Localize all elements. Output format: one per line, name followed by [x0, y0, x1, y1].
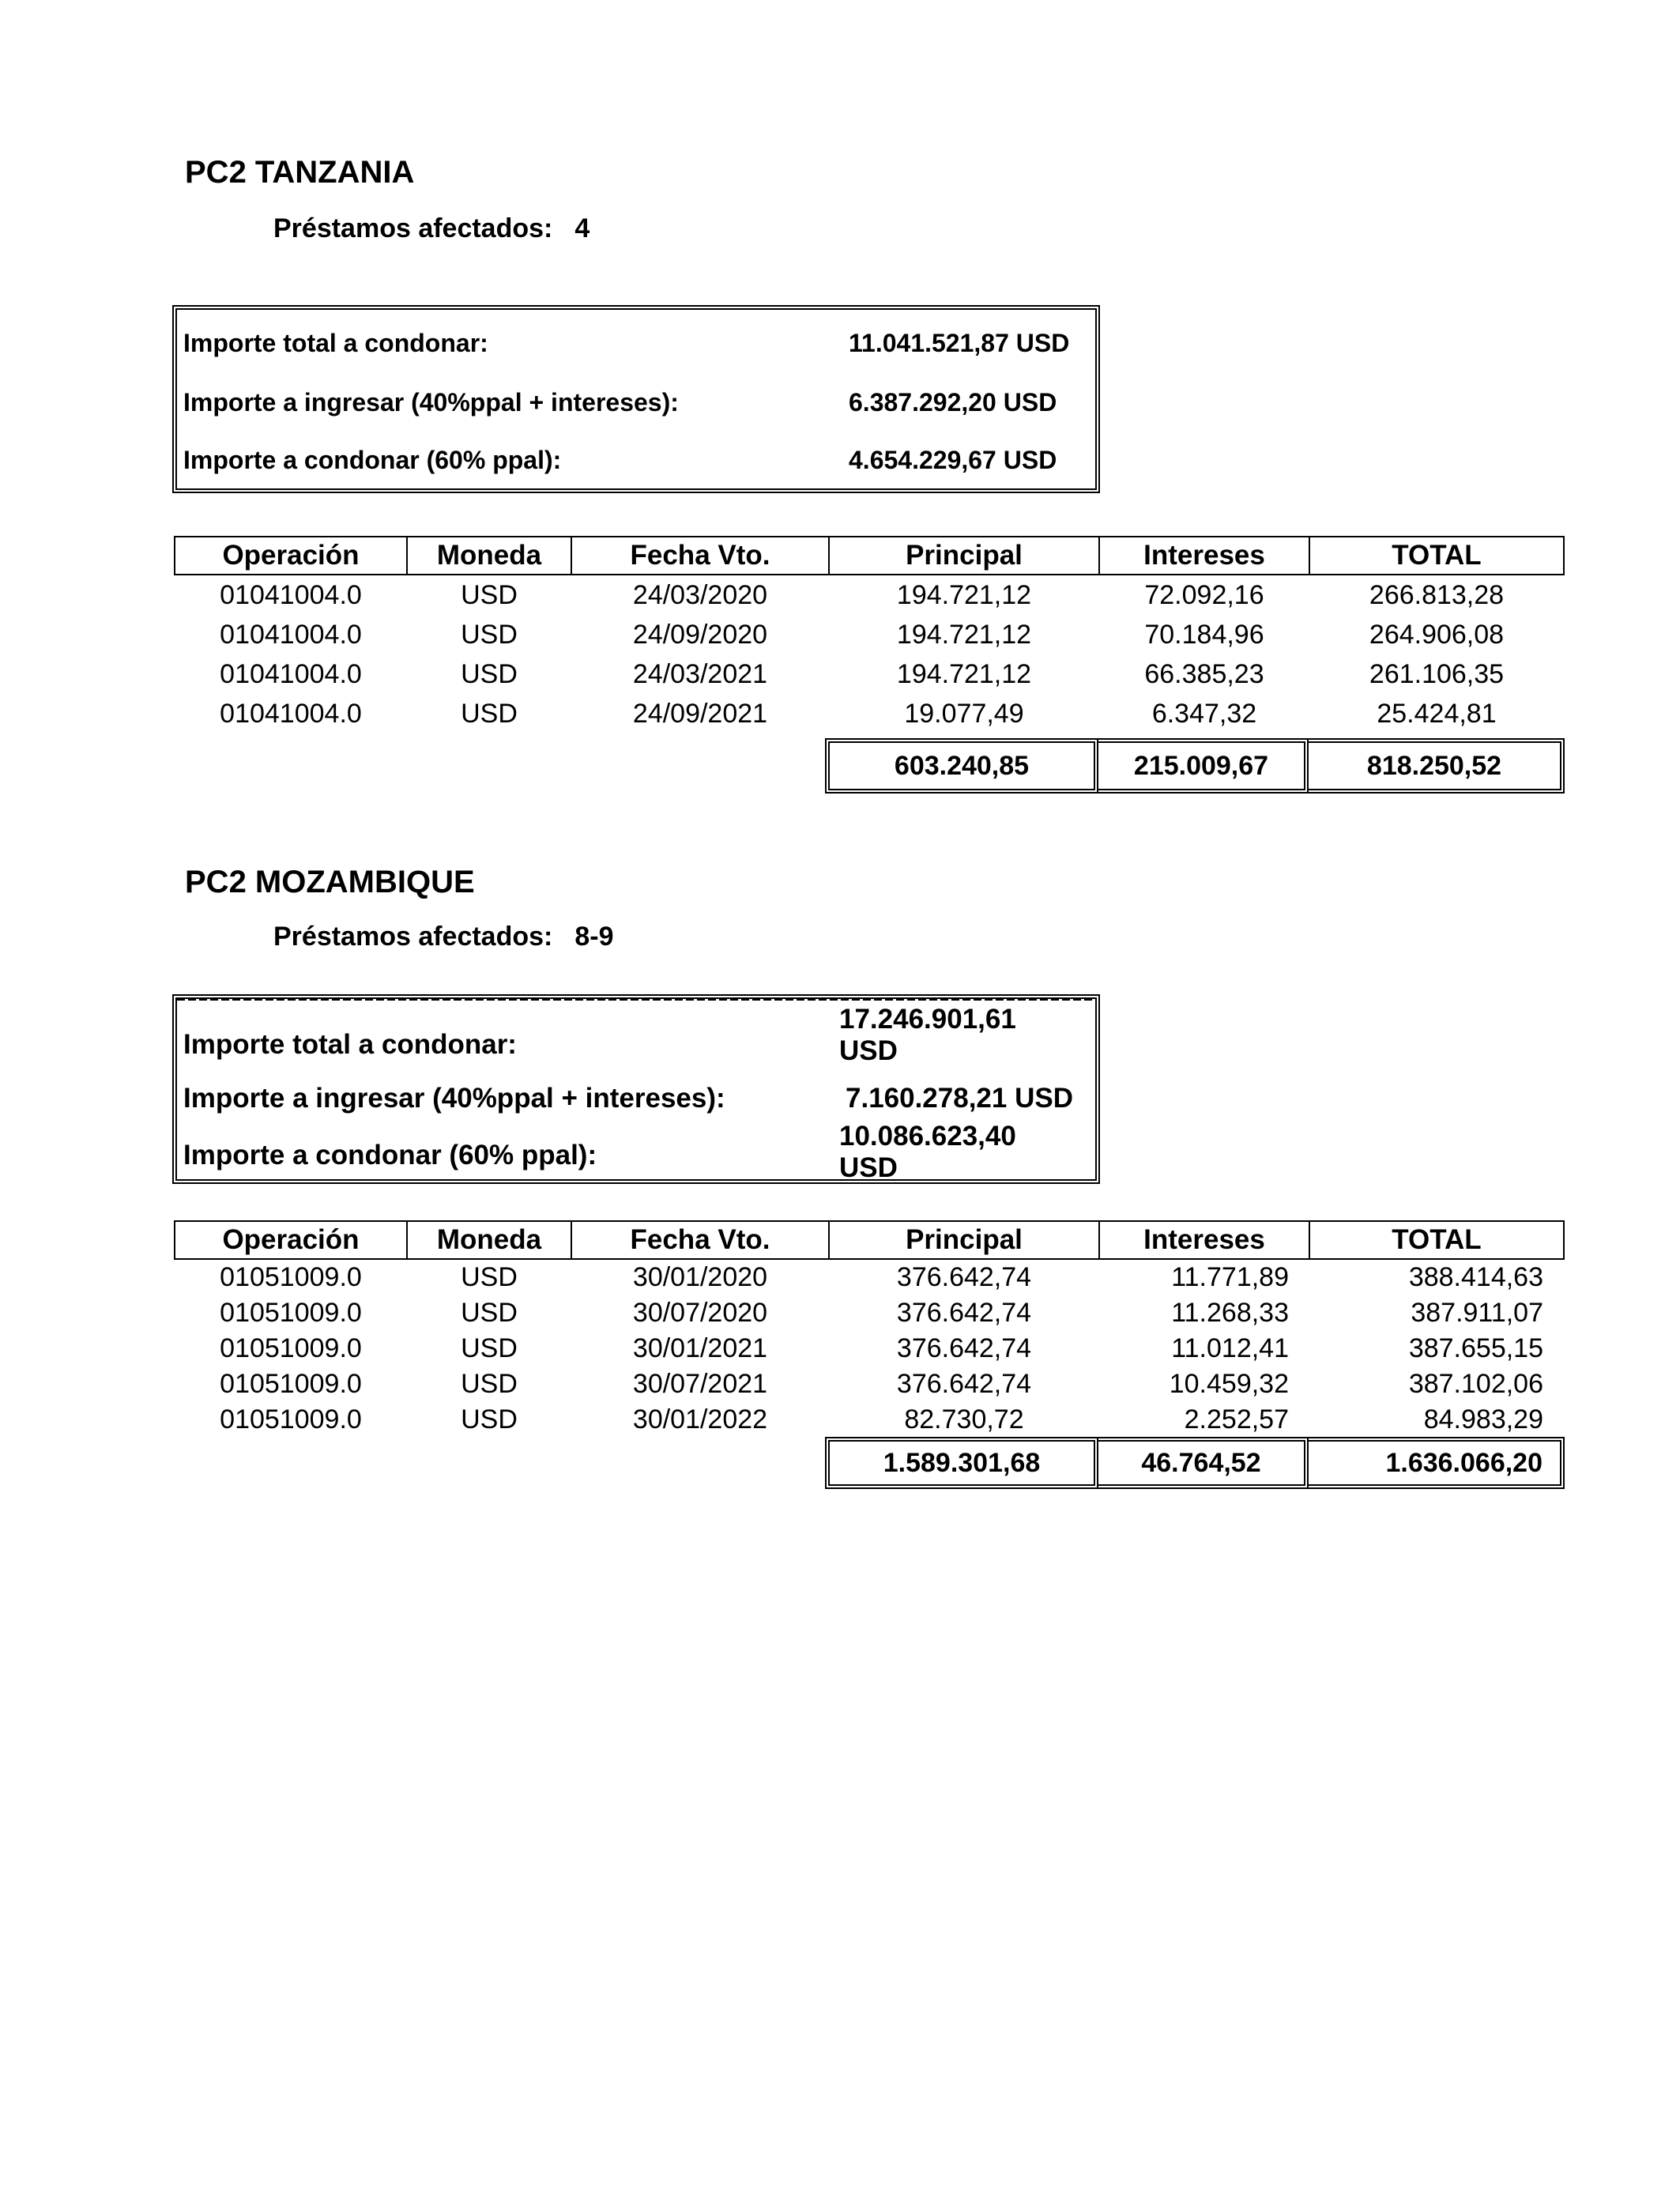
- summary-box: [172, 994, 1100, 1184]
- table-row: [175, 1295, 1564, 1331]
- section-title: PC2 TANZANIA: [185, 155, 415, 190]
- affected-loans-value: 4: [574, 213, 590, 243]
- column-header: Operación: [175, 537, 407, 575]
- column-header: Fecha Vto.: [571, 537, 829, 575]
- summary-value: 10.086.623,40 USD: [839, 1121, 1016, 1184]
- cell-total: 387.102,06: [1408, 1369, 1543, 1399]
- cell-intereses: 6.347,32: [1151, 698, 1257, 729]
- summary-value: 7.160.278,21 USD: [846, 1083, 1073, 1114]
- column-header: Fecha Vto.: [571, 1221, 829, 1259]
- table-row: [175, 1259, 1564, 1295]
- cell-principal: 194.721,12: [896, 658, 1032, 689]
- cell-total: 264.906,08: [1369, 619, 1505, 650]
- cell-total: 388.414,63: [1408, 1262, 1543, 1292]
- total-total: 1.636.066,20: [1309, 1437, 1565, 1489]
- cell-intereses: 11.771,89: [1171, 1262, 1289, 1292]
- cell-intereses: 11.268,33: [1171, 1298, 1289, 1328]
- total-intereses: 215.009,67: [1098, 738, 1309, 794]
- cell-total: 266.813,28: [1369, 579, 1505, 610]
- table-row: [175, 575, 1564, 615]
- cell-moneda: USD: [461, 619, 518, 650]
- cell-operacion: 01051009.0: [220, 1333, 362, 1363]
- cell-operacion: 01041004.0: [220, 658, 362, 689]
- cell-principal: 376.642,74: [896, 1333, 1032, 1363]
- summary-value: 17.246.901,61 USD: [839, 1004, 1016, 1067]
- summary-value: 6.387.292,20 USD: [849, 388, 1057, 417]
- table-header-row: [175, 1221, 1564, 1259]
- table-header-row: [175, 537, 1564, 575]
- cell-total: 84.983,29: [1423, 1404, 1543, 1434]
- summary-label: Importe a condonar (60% ppal):: [183, 1140, 597, 1171]
- cell-fecha: 30/01/2020: [632, 1262, 768, 1292]
- summary-label: Importe a condonar (60% ppal):: [183, 446, 562, 474]
- summary-label: Importe total a condonar:: [183, 1029, 517, 1060]
- cell-total: 261.106,35: [1369, 658, 1505, 689]
- column-header: Intereses: [1099, 537, 1309, 575]
- total-principal: 603.240,85: [825, 738, 1098, 794]
- cell-principal: 376.642,74: [896, 1369, 1032, 1399]
- cell-intereses: 70.184,96: [1144, 619, 1264, 650]
- affected-loans: [273, 213, 590, 244]
- cell-moneda: USD: [461, 1333, 518, 1363]
- cell-intereses: 10.459,32: [1169, 1369, 1289, 1399]
- affected-loans-label: Préstamos afectados:: [273, 213, 553, 243]
- cell-operacion: 01051009.0: [220, 1298, 362, 1328]
- cell-total: 25.424,81: [1377, 698, 1497, 729]
- affected-loans-label: Préstamos afectados:: [273, 922, 553, 952]
- column-header: Principal: [829, 537, 1099, 575]
- cell-fecha: 24/03/2020: [632, 579, 768, 610]
- cell-intereses: 2.252,57: [1184, 1404, 1289, 1434]
- cell-operacion: 01051009.0: [220, 1262, 362, 1292]
- cell-operacion: 01041004.0: [220, 698, 362, 729]
- cell-moneda: USD: [461, 1262, 518, 1292]
- summary-label: Importe a ingresar (40%ppal + intereses):: [183, 1083, 725, 1114]
- totals-row: [825, 738, 1565, 794]
- summary-value: 4.654.229,67 USD: [849, 446, 1057, 474]
- total-total: 818.250,52: [1309, 738, 1565, 794]
- column-header: Moneda: [407, 537, 571, 575]
- summary-label: Importe a ingresar (40%ppal + intereses):: [183, 388, 679, 417]
- cell-principal: 82.730,72: [904, 1404, 1024, 1434]
- cell-moneda: USD: [461, 1298, 518, 1328]
- table-row: [175, 1402, 1564, 1438]
- summary-box: [172, 305, 1100, 493]
- cell-moneda: USD: [461, 658, 518, 689]
- cell-fecha: 30/07/2021: [632, 1369, 768, 1399]
- cell-moneda: USD: [461, 698, 518, 729]
- column-header: Principal: [829, 1221, 1099, 1259]
- cell-fecha: 24/09/2021: [632, 698, 768, 729]
- total-intereses: 46.764,52: [1098, 1437, 1309, 1489]
- cell-moneda: USD: [461, 579, 518, 610]
- cell-principal: 376.642,74: [896, 1298, 1032, 1328]
- affected-loans: [273, 922, 614, 952]
- cell-principal: 194.721,12: [896, 579, 1032, 610]
- cell-fecha: 30/01/2021: [632, 1333, 768, 1363]
- cell-total: 387.911,07: [1411, 1298, 1543, 1328]
- cell-fecha: 30/01/2022: [632, 1404, 768, 1434]
- affected-loans-value: 8-9: [574, 922, 614, 952]
- column-header: TOTAL: [1309, 1221, 1564, 1259]
- cell-fecha: 30/07/2020: [632, 1298, 768, 1328]
- dashed-rule: [177, 999, 1095, 1001]
- cell-operacion: 01041004.0: [220, 619, 362, 650]
- cell-moneda: USD: [461, 1404, 518, 1434]
- cell-total: 387.655,15: [1408, 1333, 1543, 1363]
- cell-fecha: 24/03/2021: [632, 658, 768, 689]
- summary-label: Importe total a condonar:: [183, 329, 488, 357]
- cell-intereses: 66.385,23: [1144, 658, 1264, 689]
- cell-intereses: 11.012,41: [1171, 1333, 1289, 1363]
- table-row: [175, 654, 1564, 694]
- total-principal: 1.589.301,68: [825, 1437, 1098, 1489]
- operations-table: [174, 536, 1565, 733]
- table-row: [175, 1331, 1564, 1367]
- cell-principal: 194.721,12: [896, 619, 1032, 650]
- table-row: [175, 1367, 1564, 1402]
- totals-row: [825, 1437, 1565, 1489]
- column-header: Operación: [175, 1221, 407, 1259]
- cell-fecha: 24/09/2020: [632, 619, 768, 650]
- column-header: TOTAL: [1309, 537, 1564, 575]
- cell-principal: 376.642,74: [896, 1262, 1032, 1292]
- table-row: [175, 694, 1564, 733]
- cell-moneda: USD: [461, 1369, 518, 1399]
- table-row: [175, 615, 1564, 654]
- cell-operacion: 01051009.0: [220, 1404, 362, 1434]
- cell-intereses: 72.092,16: [1144, 579, 1264, 610]
- operations-table: [174, 1220, 1565, 1438]
- cell-principal: 19.077,49: [904, 698, 1024, 729]
- summary-value: 11.041.521,87 USD: [849, 329, 1070, 357]
- cell-operacion: 01051009.0: [220, 1369, 362, 1399]
- column-header: Moneda: [407, 1221, 571, 1259]
- column-header: Intereses: [1099, 1221, 1309, 1259]
- cell-operacion: 01041004.0: [220, 579, 362, 610]
- section-title: PC2 MOZAMBIQUE: [185, 865, 475, 899]
